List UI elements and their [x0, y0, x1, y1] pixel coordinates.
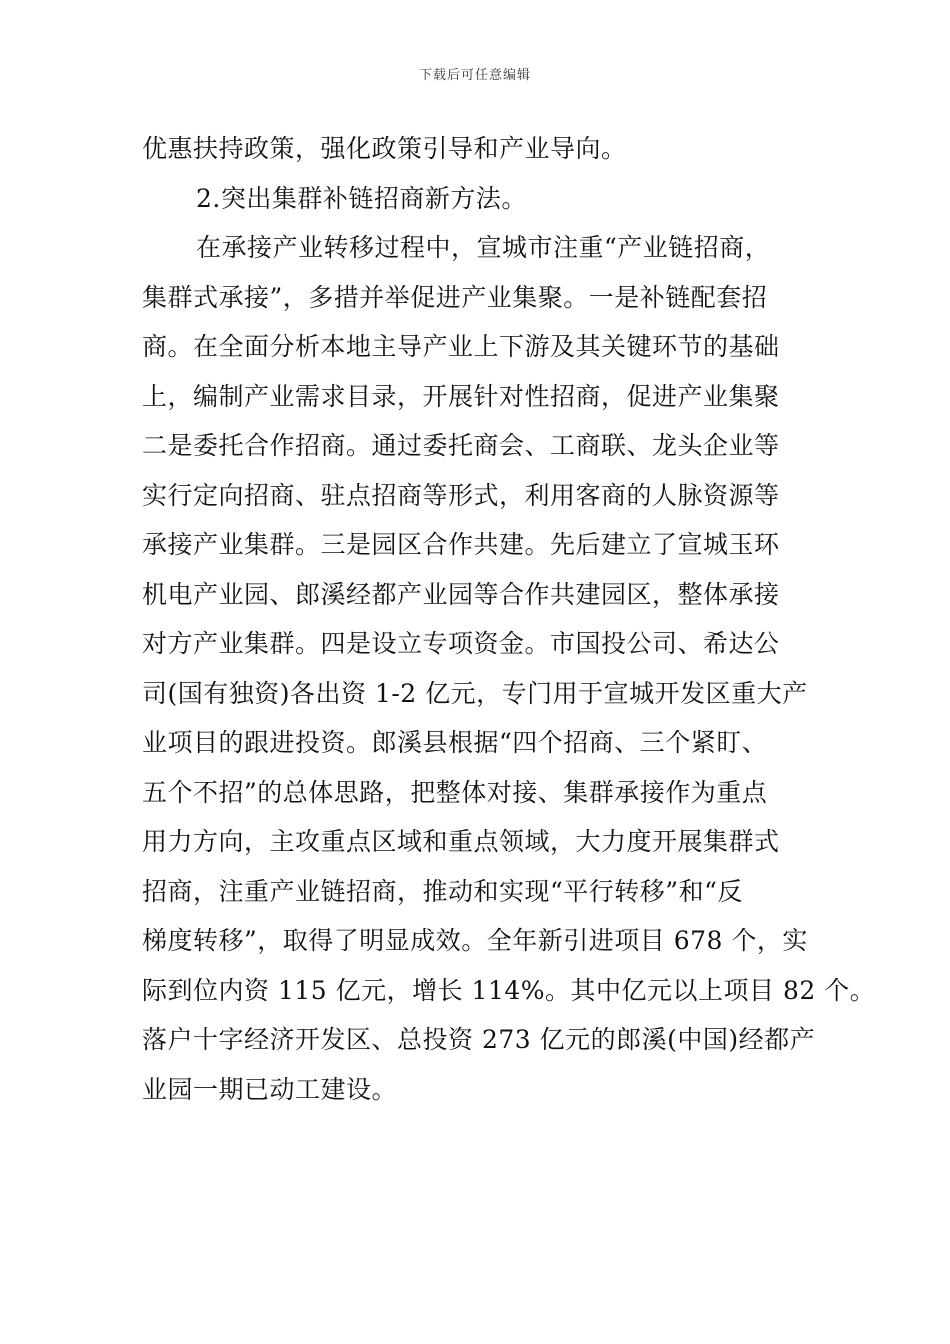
text-line: 机电产业园、郎溪经都产业园等合作共建园区，整体承接: [142, 579, 780, 609]
text-line: 梯度转移”，取得了明显成效。全年新引进项目 678 个，实: [142, 926, 808, 955]
text-line: 招商，注重产业链招商，推动和实现“平行转移”和“反: [142, 876, 743, 906]
text-line: 上，编制产业需求目录，开展针对性招商，促进产业集聚: [142, 381, 780, 411]
text-line: 对方产业集群。四是设立专项资金。市国投公司、希达公: [142, 629, 780, 658]
text-line: 业项目的跟进投资。郎溪县根据“四个招商、三个紧盯、: [142, 728, 768, 757]
text-line: 商。在全面分析本地主导产业上下游及其关键环节的基础: [142, 332, 780, 361]
text-line: 二是委托合作招商。通过委托商会、工商联、龙头企业等: [142, 431, 780, 460]
text-line: 在承接产业转移过程中，宣城市注重“产业链招商，: [196, 233, 771, 262]
text-line: 用力方向，主攻重点区域和重点领域，大力度开展集群式: [142, 827, 780, 856]
page-header: 下载后可任意编辑: [418, 68, 531, 83]
text-line: 际到位内资 115 亿元，增长 114%。其中亿元以上项目 82 个。: [142, 975, 876, 1005]
text-line: 实行定向招商、驻点招商等形式，利用客商的人脉资源等: [142, 480, 780, 510]
text-line: 落户十字经济开发区、总投资 273 亿元的郎溪(中国)经都产: [142, 1025, 816, 1054]
text-line: 五个不招”的总体思路，把整体对接、集群承接作为重点: [142, 777, 768, 807]
text-line: 2.突出集群补链招商新方法。: [196, 183, 527, 213]
text-line: 集群式承接”，多措并举促进产业集聚。一是补链配套招: [142, 282, 768, 312]
document-body: [142, 124, 876, 1114]
text-line: 承接产业集群。三是园区合作共建。先后建立了宣城玉环: [142, 530, 780, 559]
text-line: 业园一期已动工建设。: [142, 1074, 398, 1104]
text-line: 优惠扶持政策，强化政策引导和产业导向。: [142, 134, 627, 163]
text-line: 司(国有独资)各出资 1-2 亿元，专门用于宣城开发区重大产: [142, 678, 808, 708]
